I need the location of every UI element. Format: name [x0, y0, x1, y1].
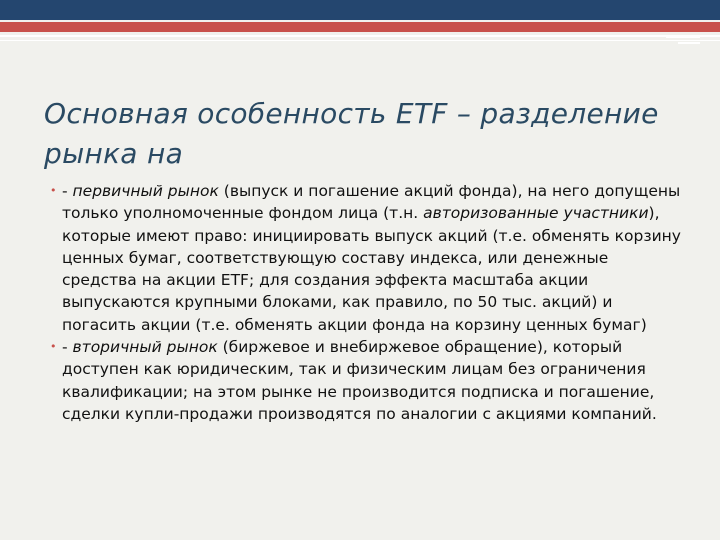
bullet-marker: • [50, 184, 57, 197]
accent-stripe [0, 22, 720, 32]
top-header-band [0, 0, 720, 20]
divider-line [0, 35, 720, 37]
slide-body [52, 180, 682, 425]
divider-line-thin [0, 40, 720, 41]
bullet-text: (выпуск и погашение акций фонда), на него допущены только уполномоченные фондом лица (т.н. [62, 182, 681, 223]
term-secondary-market: вторичный рынок [72, 338, 218, 357]
dash: - [62, 338, 73, 357]
bullet-primary-market [52, 180, 682, 336]
bullet-text: (биржевое и внебиржевое обращение), который доступен как юридическим, так и физическим лицам без ограничения квалификации; на этом рынке не производится подписка и погашение, сделки купли-продажи производятся по аналогии с акциями компаний. [62, 338, 657, 423]
slide-title: Основная особенность ETF – разделение рынка на [44, 97, 659, 170]
bullet-marker: • [50, 340, 57, 354]
decorative-lines [640, 36, 700, 46]
dash: - [62, 182, 73, 200]
bullet-secondary-market [52, 336, 682, 425]
term-authorized-participants: авторизованные участники [423, 204, 649, 223]
bullet-text: ), которые имеют право: инициировать выпуск акций (т.е. обменять корзину ценных бумаг, соответствующую составу индекса, или денежные средства на акции ETF; для создания эффекта масштаба акции выпускаются крупными блоками, как правило, по 50 тыс. акций) и погасить акции (т.е. обменять акции фонда на корзину ценных бумаг) [62, 204, 681, 334]
term-primary-market: первичный рынок [72, 182, 219, 200]
